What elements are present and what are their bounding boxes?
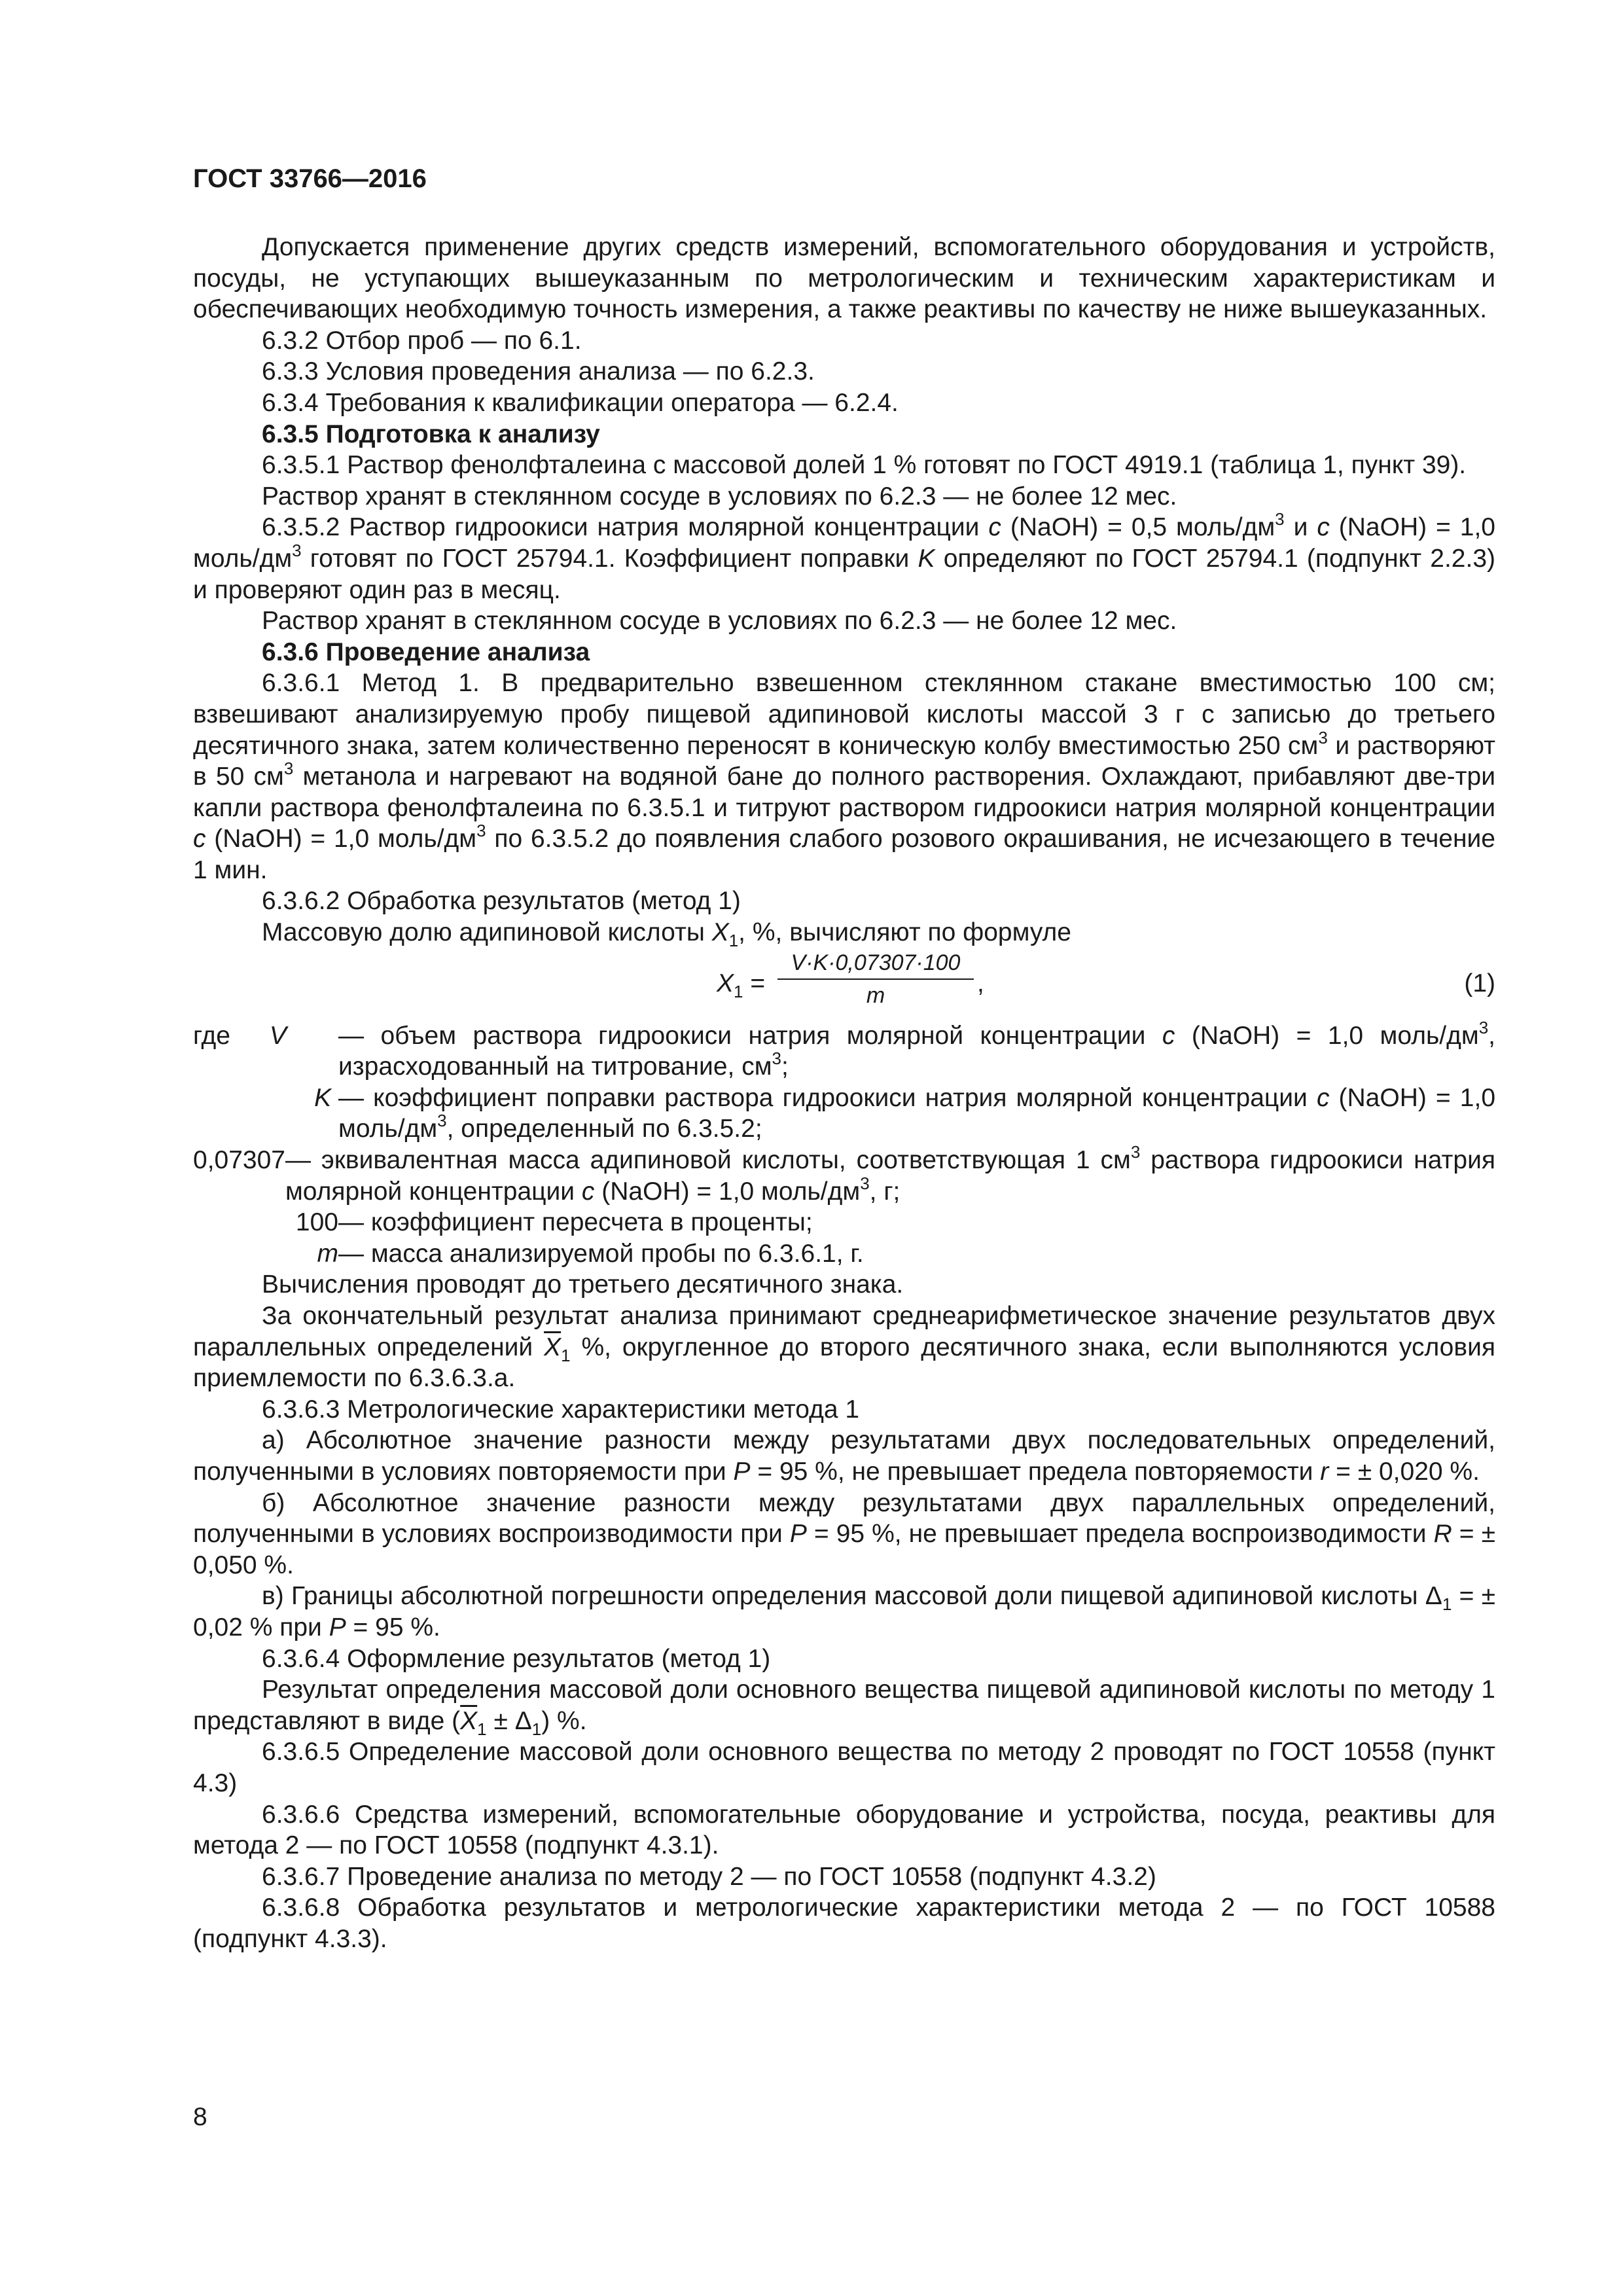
- item-b: б) Абсолютное значение разности между результатами двух параллельных определений, полученными в условиях воспроизводимости при P = 95 %, не превышает предела воспроизводимости R = ± 0,050 %.: [193, 1488, 1496, 1579]
- formula-lhs: $X_1$ =: [717, 969, 766, 1001]
- heading-6-3-5: 6.3.5 Подготовка к анализу: [262, 420, 600, 448]
- document-body: [193, 232, 1495, 1954]
- formula-number: (1): [1464, 969, 1495, 997]
- var-100: 100: [295, 1208, 338, 1237]
- final-result-paragraph: За окончательный результат анализа принимают среднеарифметическое значение результатов двух параллельных определений $\overline{X}_1$ %, округленное до второго десятичного знака, если выполняются условия приемлемости по 6.3.6.3.а.: [193, 1302, 1495, 1393]
- clause-6-3-6-2: 6.3.6.2 Обработка результатов (метод 1): [262, 887, 741, 916]
- var-k: K: [314, 1083, 332, 1112]
- definition-100: 100 — коэффициент пересчета в проценты;: [193, 1207, 1495, 1238]
- definition-k: K — коэффициент поправки раствора гидроокиси натрия молярной концентрации c (NaOH) = 1,0 моль/$дм^3$, определенный по 6.3.5.2;: [314, 1083, 1496, 1143]
- definition-m: m — масса анализируемой пробы по 6.3.6.1, г.: [317, 1239, 864, 1268]
- storage-note-1: Раствор хранят в стеклянном сосуде в условиях по 6.2.3 — не более 12 мес.: [262, 482, 1177, 511]
- where-word: где: [193, 1021, 230, 1050]
- document-header: ГОСТ 33766—2016: [193, 164, 427, 193]
- formula-1: [193, 948, 1495, 1020]
- storage-note-2: Раствор хранят в стеклянном сосуде в условиях по 6.2.3 — не более 12 мес.: [262, 607, 1177, 636]
- formula-comma: ,: [977, 969, 984, 997]
- clause-6-3-6-4: 6.3.6.4 Оформление результатов (метод 1): [262, 1644, 771, 1673]
- definition-equivalent-mass: 0,07307 — эквивалентная масса адипиновой кислоты, соответствующая 1 $см^3$ раствора гидроокиси натрия молярной концентрации c (NaOH) = 1,0 моль/$дм^3$, г;: [193, 1145, 1495, 1207]
- clause-6-3-4: 6.3.4 Требования к квалификации оператора — 6.2.4.: [262, 388, 899, 417]
- clause-6-3-5-1: 6.3.5.1 Раствор фенолфталеина с массовой долей 1 % готовят по ГОСТ 4919.1 (таблица 1, пункт 39).: [262, 451, 1467, 480]
- heading-6-3-6: 6.3.6 Проведение анализа: [262, 637, 590, 666]
- calc-note: Вычисления проводят до третьего десятичного знака.: [262, 1270, 904, 1299]
- formula-numerator: V·K·0,07307·100: [777, 948, 974, 980]
- clause-6-3-6-8: 6.3.6.8 Обработка результатов и метрологические характеристики метода 2 — по ГОСТ 10588 (подпункт 4.3.3).: [193, 1893, 1495, 1953]
- clause-6-3-6-5: 6.3.6.5 Определение массовой доли основного вещества по методу 2 проводят по ГОСТ 10558 (пункт 4.3): [193, 1738, 1495, 1797]
- clause-6-3-3: 6.3.3 Условия проведения анализа — по 6.2.3.: [262, 357, 815, 386]
- clause-6-3-6-7: 6.3.6.7 Проведение анализа по методу 2 — по ГОСТ 10558 (подпункт 4.3.2): [262, 1862, 1156, 1891]
- item-a: а) Абсолютное значение разности между результатами двух последовательных определений, полученными в условиях повторяемости при P = 95 %, не превышает предела повторяемости r = ± 0,020 %.: [193, 1426, 1495, 1486]
- var-m: m: [317, 1239, 338, 1268]
- item-v: в) Границы абсолютной погрешности определения массовой доли пищевой адипиновой кислоты $\Delta_1$ = ± 0,02 % при P = 95 %.: [193, 1582, 1495, 1641]
- clause-6-3-6-3: 6.3.6.3 Метрологические характеристики метода 1: [262, 1395, 860, 1424]
- clause-6-3-6-6: 6.3.6.6 Средства измерений, вспомогательные оборудование и устройства, посуда, реактивы для метода 2 — по ГОСТ 10558 (подпункт 4.3.1).: [193, 1800, 1495, 1860]
- clause-6-3-5-2: 6.3.5.2 Раствор гидроокиси натрия молярной концентрации c (NaOH) = 0,5 моль/$дм^3$ и c (NaOH) = 1,0 моль/$дм^3$ готовят по ГОСТ 25794.1. Коэффициент поправки K определяют по ГОСТ 25794.1 (подпункт 2.2.3) и проверяют один раз в месяц.: [193, 509, 1496, 604]
- var-equivalent: 0,07307: [193, 1146, 285, 1175]
- result-format: Результат определения массовой доли основного вещества пищевой адипиновой кислоты по методу 1 представляют в виде $(\overline{X}_1 \pm \Delta_1)$ %.: [193, 1676, 1495, 1739]
- var-v: V: [269, 1021, 287, 1050]
- variable-definitions: [193, 1017, 1496, 1270]
- clause-6-3-2: 6.3.2 Отбор проб — по 6.1.: [262, 326, 582, 355]
- formula-fraction: [777, 948, 974, 1010]
- definition-v: где V — объем раствора гидроокиси натрия молярной концентрации c (NaOH) = 1,0 моль/$дм^3$, израсходованный на титрование, $см^3$;: [193, 1017, 1495, 1081]
- formula-denominator: m: [866, 982, 885, 1008]
- clause-6-3-6-1: 6.3.6.1 Метод 1. В предварительно взвешенном стеклянном стакане вместимостью 100 см; взвешивают анализируемую пробу пищевой адипиновой кислоты массой 3 г с записью до третьего десятичного знака, затем количественно переносят в коническую колбу вместимостью 250 $см^3$ и растворяют в 50 $см^3$ метанола и нагревают на водяной бане до полного растворения. Охлаждают, прибавляют две-три капли раствора фенолфталеина по 6.3.5.1 и титруют раствором гидроокиси натрия молярной концентрации c (NaOH) = 1,0 моль/$дм^3$ по 6.3.5.2 до появления слабого розового окрашивания, не исчезающего в течение 1 мин.: [193, 669, 1496, 884]
- formula-intro: Массовую долю адипиновой кислоты $X_1$, %, вычисляют по формуле: [262, 918, 1071, 950]
- page-number: 8: [193, 2103, 207, 2131]
- paragraph-intro: Допускается применение других средств измерений, вспомогательного оборудования и устройств, посуды, не уступающих вышеуказанным по метрологическим и техническим характеристикам и обеспечивающих необходимую точность измерения, а также реактивы по качеству не ниже вышеуказанных.: [193, 233, 1495, 324]
